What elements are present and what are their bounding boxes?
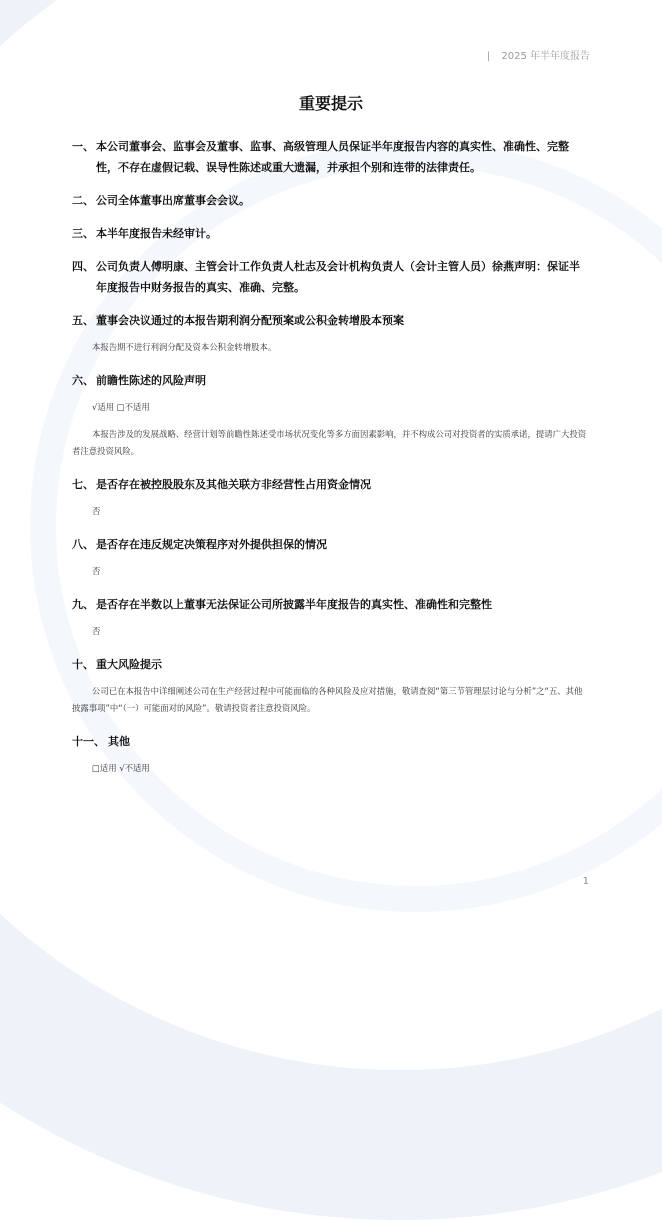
- notice-number: 十一、: [72, 735, 105, 748]
- notice-heading-text: 公司全体董事出席董事会会议。: [96, 194, 250, 207]
- page-number: 1: [582, 876, 589, 887]
- notice-item-1: [72, 136, 590, 178]
- notice-item-9: [72, 594, 590, 640]
- notice-heading: [72, 310, 590, 331]
- notice-body: 公司已在本报告中详细阐述公司在生产经营过程中可能面临的各种风险及应对措施，敬请查阅“第三节管理层讨论与分析”之“五、其他披露事项”中“（一）可能面对的风险”。敬请投资者注意投资风险。: [72, 686, 583, 713]
- notice-number: 四、: [72, 260, 94, 273]
- header-text: 2025 年半年度报告: [501, 51, 590, 62]
- notice-number: 九、: [72, 598, 94, 611]
- notice-item-6: [72, 370, 590, 460]
- notice-heading-text: 公司负责人傅明康、主管会计工作负责人杜志及会计机构负责人（会计主管人员）徐燕声明：保证半年度报告中财务报告的真实、准确、完整。: [96, 260, 580, 294]
- notice-item-7: [72, 474, 590, 520]
- notice-item-10: [72, 654, 590, 717]
- notice-heading-text: 是否存在半数以上董事无法保证公司所披露半年度报告的真实性、准确性和完整性: [96, 598, 492, 611]
- notice-heading: [72, 594, 590, 615]
- notice-item-8: [72, 534, 590, 580]
- notice-heading-text: 其他: [108, 735, 130, 748]
- notice-heading: [72, 654, 590, 675]
- notice-number: 二、: [72, 194, 94, 207]
- notice-heading: [72, 370, 590, 391]
- notice-heading-text: 是否存在违反规定决策程序对外提供担保的情况: [96, 538, 327, 551]
- notice-item-4: [72, 256, 590, 298]
- notice-heading-text: 是否存在被控股股东及其他关联方非经营性占用资金情况: [96, 478, 371, 491]
- notice-item-3: [72, 223, 590, 244]
- notice-heading: [72, 190, 590, 211]
- notice-body: 否: [92, 566, 101, 576]
- notice-body: 本报告涉及的发展战略、经营计划等前瞻性陈述受市场状况变化等多方面因素影响，并不构成公司对投资者的实质承诺，提请广大投资者注意投资风险。: [72, 429, 587, 456]
- notice-item-11: [72, 731, 590, 777]
- notice-heading-text: 董事会决议通过的本报告期利润分配预案或公积金转增股本预案: [96, 314, 404, 327]
- notice-number: 一、: [72, 140, 94, 153]
- notice-heading: [72, 731, 590, 752]
- notice-body: 否: [92, 626, 101, 636]
- notice-list: [72, 136, 590, 791]
- notice-heading: [72, 534, 590, 555]
- header-separator: |: [486, 51, 491, 62]
- notice-heading: [72, 223, 590, 244]
- notice-number: 八、: [72, 538, 94, 551]
- notice-heading-text: 重大风险提示: [96, 658, 162, 671]
- notice-number: 十、: [72, 658, 94, 671]
- notice-heading-text: 本公司董事会、监事会及董事、监事、高级管理人员保证半年度报告内容的真实性、准确性、完整性，不存在虚假记载、误导性陈述或重大遗漏，并承担个别和连带的法律责任。: [96, 140, 569, 174]
- notice-heading: [72, 136, 590, 178]
- notice-number: 七、: [72, 478, 94, 491]
- notice-heading-text: 本半年度报告未经审计。: [96, 227, 217, 240]
- applicability-checkbox-text: □适用 √不适用: [92, 763, 150, 773]
- notice-heading: [72, 474, 590, 495]
- notice-number: 五、: [72, 314, 94, 327]
- notice-item-2: [72, 190, 590, 211]
- notice-body: 本报告期不进行利润分配及资本公积金转增股本。: [92, 342, 277, 352]
- notice-heading-text: 前瞻性陈述的风险声明: [96, 374, 206, 387]
- page-title: 重要提示: [298, 94, 363, 113]
- notice-item-5: [72, 310, 590, 356]
- notice-number: 六、: [72, 374, 94, 387]
- applicability-checkbox-text: √适用 □不适用: [92, 402, 150, 412]
- notice-number: 三、: [72, 227, 94, 240]
- running-header: [487, 47, 590, 62]
- notice-body: 否: [92, 506, 101, 516]
- notice-heading: [72, 256, 590, 298]
